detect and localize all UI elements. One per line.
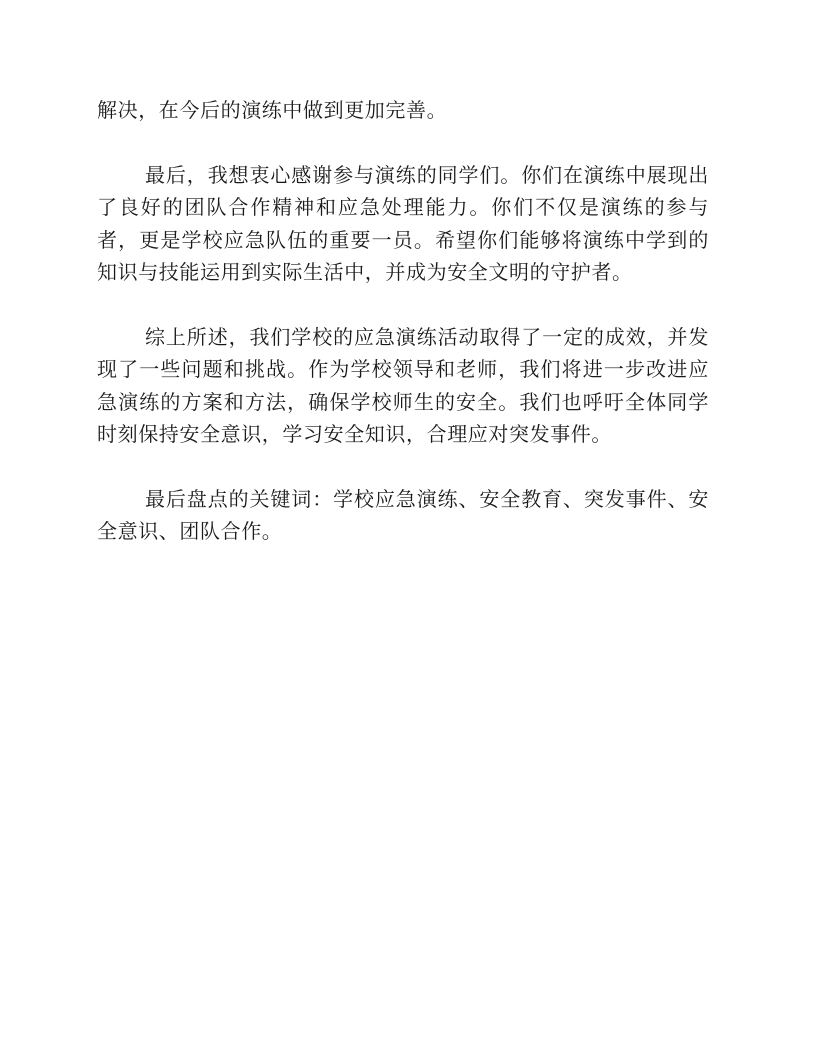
paragraph-keywords: 最后盘点的关键词：学校应急演练、安全教育、突发事件、安全意识、团队合作。 (97, 486, 709, 543)
paragraph-summary: 综上所述，我们学校的应急演练活动取得了一定的成效，并发现了一些问题和挑战。作为学校领导和老师，我们将进一步改进应急演练的方案和方法，确保学校师生的安全。我们也呼吁全体同学时刻保持安全意识，学习安全知识，合理应对突发事件。 (97, 324, 709, 446)
document-body (97, 94, 709, 548)
paragraph-thanks: 最后，我想衷心感谢参与演练的同学们。你们在演练中展现出了良好的团队合作精神和应急处理能力。你们不仅是演练的参与者，更是学校应急队伍的重要一员。希望你们能够将演练中学到的知识与技能运用到实际生活中，并成为安全文明的守护者。 (97, 162, 709, 284)
paragraph-continuation: 解决，在今后的演练中做到更加完善。 (97, 98, 448, 122)
